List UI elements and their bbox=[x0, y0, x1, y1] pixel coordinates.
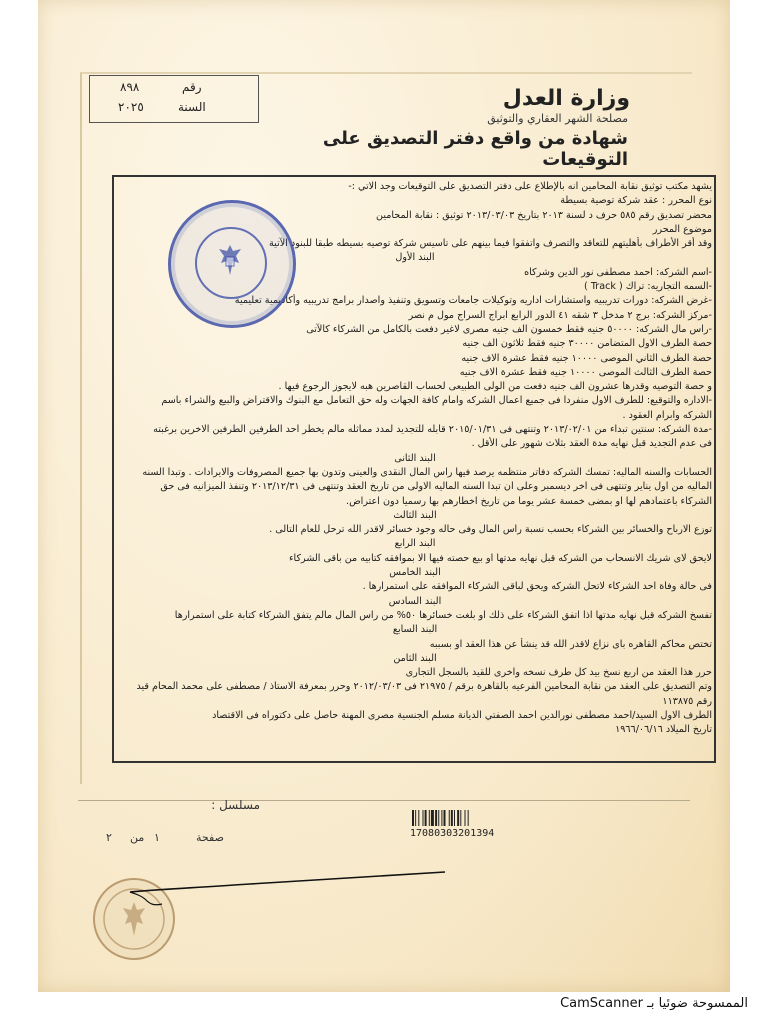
body-line: يشهد مكتب توثيق نقابة المحامين انه بالإطلاع على دفتر التصديق على التوقيعات وجد الاتي :- bbox=[348, 181, 712, 192]
body-line: حرر هذا العقد من اربع نسخ بيد كل طرف نسخه واخرى للقيد بالسجل التجارى bbox=[405, 667, 712, 679]
body-line: توزع الارباح والخسائر بين الشركاء بحسب نسبة راس المال وفى حاله وجود خسائر لاقدر الله ترحل للعام التالى . bbox=[269, 524, 712, 536]
barcode-bar bbox=[449, 810, 450, 826]
page-label: صفحة bbox=[196, 831, 224, 844]
barcode-bar bbox=[412, 810, 414, 826]
barcode-bar bbox=[418, 810, 419, 826]
body-line: البند الثانى bbox=[394, 452, 436, 464]
body-line: البند الخامس bbox=[389, 567, 441, 579]
barcode-bar bbox=[425, 810, 427, 826]
signature-icon bbox=[110, 860, 450, 910]
ministry-title: وزارة العدل bbox=[502, 86, 630, 111]
body-line: الطرف الاول السيد/احمد مصطفى نورالدين احمد الصفتي الديانة مسلم الجنسية مصرى المهنة حاصل على دكتوراه فى الاقتصاد bbox=[212, 709, 712, 721]
body-line: تختص محاكم القاهره باى نزاع لاقدر الله قد ينشأ عن هذا العقد او بسببه bbox=[429, 638, 712, 650]
barcode-bar bbox=[465, 810, 466, 826]
body-line: البند السادس bbox=[388, 595, 442, 607]
barcode-bar bbox=[444, 810, 446, 826]
barcode-bar bbox=[423, 810, 424, 826]
body-line: البند الثامن bbox=[393, 652, 437, 664]
body-line: فى عدم التجديد قبل نهايه مدة العقد بثلاث شهور على الأقل . bbox=[471, 438, 712, 450]
body-line: و حصة التوصيه وقدرها عشرون الف جنيه دفعت من الولى الطبيعى لحساب القاصرين هبه لايجوز الرجوع فيها . bbox=[278, 381, 712, 393]
barcode-bar bbox=[429, 810, 430, 826]
barcode-icon bbox=[412, 810, 520, 826]
body-line: تفسخ الشركه قبل نهايه مدتها اذا اتفق الشركاء على ذلك او بلغت خسائرها ٥٠% من راس المال مالم يتفق الشركاء كتابة على استمرارها bbox=[174, 609, 712, 621]
body-line: لايحق لاى شريك الانسحاب من الشركه قبل نهايه مدتها او بيع حصته فيها الا بموافقه كتابيه من باقى الشركاء bbox=[289, 552, 712, 564]
serial-label: مسلسل : bbox=[211, 798, 260, 812]
page-current: ١ bbox=[154, 831, 160, 844]
number-label: رقم bbox=[182, 80, 202, 94]
body-line: الشركه وابرام العقود . bbox=[622, 409, 712, 421]
body-line: حصة الطرف الثالث الموصى ١٠٠٠٠ جنيه فقط عشرة الاف جنيه bbox=[459, 366, 712, 378]
body-line: البند السابع bbox=[392, 624, 438, 636]
body-line: البند الثالث bbox=[393, 509, 437, 521]
body-line: -راس مال الشركه: ٥٠٠٠٠ جنيه فقط خمسون الف جنيه مصرى لاغير دفعت بالكامل من الشركاء كالآتى bbox=[306, 323, 712, 335]
barcode-bar bbox=[460, 810, 461, 826]
body-line: وتم التصديق على العقد من نقابة المحامين الفرعيه بالقاهرة برقم / ٢١٩٧٥ فى ٢٠١٢/٠٣/٠٣ وحرر بمعرفة الاستاذ / مصطفى على محمد المحام قيد bbox=[136, 681, 712, 693]
barcode-bar bbox=[468, 810, 469, 826]
body-line: موضوع المحرر bbox=[652, 223, 712, 235]
body-line: -مدة الشركه: سنتين تبداء من ٢٠١٣/٠٢/٠١ وتنتهى فى ٢٠١٥/٠١/٣١ قابله للتجديد لمدد مماثله مالم يخطر احد الطرفين الطرفين الاخرين برغبته bbox=[153, 424, 712, 436]
body-line: -اسم الشركه: احمد مصطفى نور الدين وشركاه bbox=[524, 266, 712, 278]
body-line: الحسابات والسنه الماليه: تمسك الشركه دفاتر منتظمه يرصد فيها راس المال النقدى والعينى وتدون بها جميع المصروفات والايرادات . وتبدا السنه bbox=[142, 466, 712, 478]
barcode-bar bbox=[438, 810, 439, 826]
barcode-bar bbox=[431, 810, 434, 826]
body-line: محضر تصديق رقم ٥٨٥ حرف د لسنة ٢٠١٣ بتاريخ ٢٠١٣/٠٣/٠٣ توثيق : نقابة المحامين bbox=[376, 209, 712, 221]
number-value: ٨٩٨ bbox=[120, 80, 140, 94]
body-line: الماليه من اول يناير وتنتهى فى اخر ديسمبر وعلى ان تبدا السنه الماليه الاولى من تاريخ العقد وتنتهى فى ٢٠١٣/١٢/٣١ وتنفذ الميزانيه فى حق bbox=[160, 481, 712, 493]
body-line: حصة الطرف الثاني الموصى ١٠٠٠٠ جنيه فقط عشرة الاف جنيه bbox=[461, 352, 712, 364]
barcode-bar bbox=[435, 810, 437, 826]
year-value: ٢٠٢٥ bbox=[118, 100, 144, 114]
barcode-number: 17080303201394 bbox=[410, 828, 495, 839]
body-line: -السمه التجاريه: تراك ( Track ) bbox=[584, 281, 712, 293]
body-line: البند الرابع bbox=[394, 538, 436, 550]
year-label: السنة bbox=[178, 100, 206, 114]
barcode-bar bbox=[451, 810, 453, 826]
body-line: فى حالة وفاة احد الشركاء لاتحل الشركه ويحق لباقى الشركاء الموافقه على استمرارها . bbox=[362, 581, 712, 593]
body-line: رقم ١١٣٨٧٥ bbox=[662, 695, 712, 707]
footer-divider bbox=[78, 800, 690, 801]
page-of-label: من bbox=[130, 831, 145, 844]
scanner-watermark: الممسوحة ضوئيا بـ CamScanner bbox=[560, 996, 748, 1011]
barcode-bar bbox=[454, 810, 455, 826]
barcode-bar bbox=[441, 810, 442, 826]
body-line: وقد أقر الأطراف بأهليتهم للتعاقد والتصرف واتفقوا فيما بينهم على تاسيس شركة توصيه بسيطه طبقا للبنود الآتية bbox=[269, 238, 712, 250]
body-line: الشركاء باعتمادهم لها او بمضى خمسة عشر يوما من تاريخ اخطارهم بها رسميا دون اعتراض. bbox=[346, 495, 712, 507]
body-line: نوع المحرر : عقد شركة توصية بسيطة bbox=[560, 195, 712, 207]
page-total: ٢ bbox=[106, 831, 112, 844]
authority-subtitle: مصلحة الشهر العقاري والتوثيق bbox=[487, 112, 628, 125]
barcode-bar bbox=[457, 810, 459, 826]
body-line: -الاداره والتوقيع: للطرف الاول منفردا فى جميع اعمال الشركه وامام كافة الجهات وله حق التعامل مع البنوك والاقتراض والبيع والشراء باسم bbox=[161, 395, 712, 407]
ministry-stamp-icon bbox=[168, 200, 296, 328]
barcode-bar bbox=[415, 810, 416, 826]
eagle-emblem-icon bbox=[217, 243, 243, 277]
body-line: -مركز الشركه: برج ٢ مدخل ٣ شقه ٤١ الدور الرابع ابراج السراج مول م نصر bbox=[408, 309, 712, 321]
body-line: تاريخ الميلاد ١٩٦٦/٠٦/١٦ bbox=[615, 724, 712, 736]
certificate-title: شهادة من واقع دفتر التصديق على التوقيعات bbox=[322, 128, 628, 170]
number-box bbox=[89, 75, 259, 123]
body-line: البند الأول bbox=[395, 252, 435, 264]
body-line: حصة الطرف الاول المتضامن ٣٠٠٠٠ جنيه فقط ثلاثون الف جنيه bbox=[462, 338, 712, 350]
body-line: -غرض الشركه: دورات تدريبيه واستشارات اداريه وتوكيلات جامعات وتسويق وتنفيذ واصدار برامج تدريبيه وأكاديمية تعليمية bbox=[234, 295, 712, 307]
